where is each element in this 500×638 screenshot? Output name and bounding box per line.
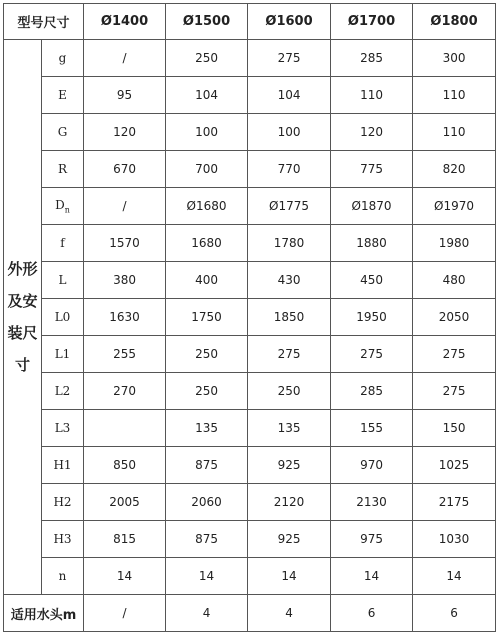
value-cell: 275	[413, 373, 496, 410]
model-header: Ø1500	[166, 4, 248, 40]
table-row	[4, 77, 496, 114]
param-label: L2	[42, 373, 84, 410]
value-cell: 1680	[166, 225, 248, 262]
table-row	[4, 225, 496, 262]
value-cell: 450	[331, 262, 413, 299]
value-cell: 285	[331, 373, 413, 410]
param-label: H3	[42, 521, 84, 558]
value-cell: Ø1870	[331, 188, 413, 225]
table-row	[4, 521, 496, 558]
value-cell: 300	[413, 40, 496, 77]
value-cell: 120	[331, 114, 413, 151]
param-main: D	[55, 197, 65, 212]
value-cell: 2050	[413, 299, 496, 336]
value-cell: 875	[166, 447, 248, 484]
table-row	[4, 262, 496, 299]
param-label: L3	[42, 410, 84, 447]
value-cell: 1950	[331, 299, 413, 336]
value-cell: 100	[166, 114, 248, 151]
table-row	[4, 299, 496, 336]
value-cell: 255	[84, 336, 166, 373]
table-row	[4, 336, 496, 373]
value-cell: 1780	[248, 225, 331, 262]
value-cell: 2060	[166, 484, 248, 521]
param-label: R	[42, 151, 84, 188]
value-cell: Ø1775	[248, 188, 331, 225]
table-row	[4, 373, 496, 410]
value-cell: 250	[248, 373, 331, 410]
value-cell: 275	[248, 40, 331, 77]
value-cell: 14	[248, 558, 331, 595]
value-cell: 1980	[413, 225, 496, 262]
value-cell: 815	[84, 521, 166, 558]
param-label: E	[42, 77, 84, 114]
value-cell: 1030	[413, 521, 496, 558]
param-subscript: n	[64, 205, 70, 215]
value-cell: 6	[413, 595, 496, 632]
table-row	[4, 40, 496, 77]
value-cell: 250	[166, 40, 248, 77]
value-cell: 135	[166, 410, 248, 447]
value-cell: Ø1970	[413, 188, 496, 225]
value-cell: /	[84, 188, 166, 225]
param-label: n	[42, 558, 84, 595]
dimensions-table	[3, 3, 496, 632]
value-cell: 775	[331, 151, 413, 188]
value-cell: 2120	[248, 484, 331, 521]
value-cell: 970	[331, 447, 413, 484]
value-cell: 850	[84, 447, 166, 484]
value-cell: 14	[166, 558, 248, 595]
value-cell: 285	[331, 40, 413, 77]
value-cell: /	[84, 595, 166, 632]
value-cell: 700	[166, 151, 248, 188]
param-label: g	[42, 40, 84, 77]
value-cell: 275	[331, 336, 413, 373]
value-cell: 14	[84, 558, 166, 595]
value-cell: 250	[166, 373, 248, 410]
table-row	[4, 410, 496, 447]
value-cell: 1750	[166, 299, 248, 336]
group-label: 外形及安装尺寸	[4, 40, 42, 595]
footer-label: 适用水头m	[4, 595, 84, 632]
param-label: H2	[42, 484, 84, 521]
value-cell: 975	[331, 521, 413, 558]
value-cell: 670	[84, 151, 166, 188]
param-label: L	[42, 262, 84, 299]
value-cell: 150	[413, 410, 496, 447]
value-cell: /	[84, 40, 166, 77]
value-cell: Ø1680	[166, 188, 248, 225]
header-row	[4, 4, 496, 40]
value-cell: 6	[331, 595, 413, 632]
value-cell: 1025	[413, 447, 496, 484]
value-cell: 1880	[331, 225, 413, 262]
value-cell: 110	[413, 77, 496, 114]
value-cell: 120	[84, 114, 166, 151]
value-cell: 2005	[84, 484, 166, 521]
value-cell: 135	[248, 410, 331, 447]
value-cell: 480	[413, 262, 496, 299]
value-cell: 1850	[248, 299, 331, 336]
value-cell: 770	[248, 151, 331, 188]
header-label: 型号尺寸	[4, 4, 84, 40]
value-cell: 925	[248, 447, 331, 484]
value-cell: 250	[166, 336, 248, 373]
param-label	[42, 188, 84, 225]
value-cell: 875	[166, 521, 248, 558]
value-cell: 155	[331, 410, 413, 447]
model-header: Ø1600	[248, 4, 331, 40]
value-cell: 275	[413, 336, 496, 373]
param-label: L1	[42, 336, 84, 373]
value-cell: 380	[84, 262, 166, 299]
value-cell: 1630	[84, 299, 166, 336]
table-row	[4, 114, 496, 151]
value-cell: 110	[331, 77, 413, 114]
value-cell: 110	[413, 114, 496, 151]
footer-row	[4, 595, 496, 632]
table-row	[4, 188, 496, 225]
value-cell: 270	[84, 373, 166, 410]
param-label: H1	[42, 447, 84, 484]
param-label: G	[42, 114, 84, 151]
value-cell: 100	[248, 114, 331, 151]
param-label: f	[42, 225, 84, 262]
value-cell: 95	[84, 77, 166, 114]
value-cell: 1570	[84, 225, 166, 262]
table-row	[4, 558, 496, 595]
value-cell: 925	[248, 521, 331, 558]
value-cell: 2175	[413, 484, 496, 521]
value-cell: 14	[331, 558, 413, 595]
table-row	[4, 447, 496, 484]
value-cell: 820	[413, 151, 496, 188]
value-cell: 104	[166, 77, 248, 114]
param-label: L0	[42, 299, 84, 336]
value-cell: 2130	[331, 484, 413, 521]
model-header: Ø1400	[84, 4, 166, 40]
table-row	[4, 151, 496, 188]
value-cell: 430	[248, 262, 331, 299]
value-cell: 400	[166, 262, 248, 299]
value-cell: 4	[166, 595, 248, 632]
model-header: Ø1700	[331, 4, 413, 40]
value-cell: 14	[413, 558, 496, 595]
table-row	[4, 484, 496, 521]
value-cell: 4	[248, 595, 331, 632]
value-cell: 104	[248, 77, 331, 114]
value-cell	[84, 410, 166, 447]
model-header: Ø1800	[413, 4, 496, 40]
value-cell: 275	[248, 336, 331, 373]
